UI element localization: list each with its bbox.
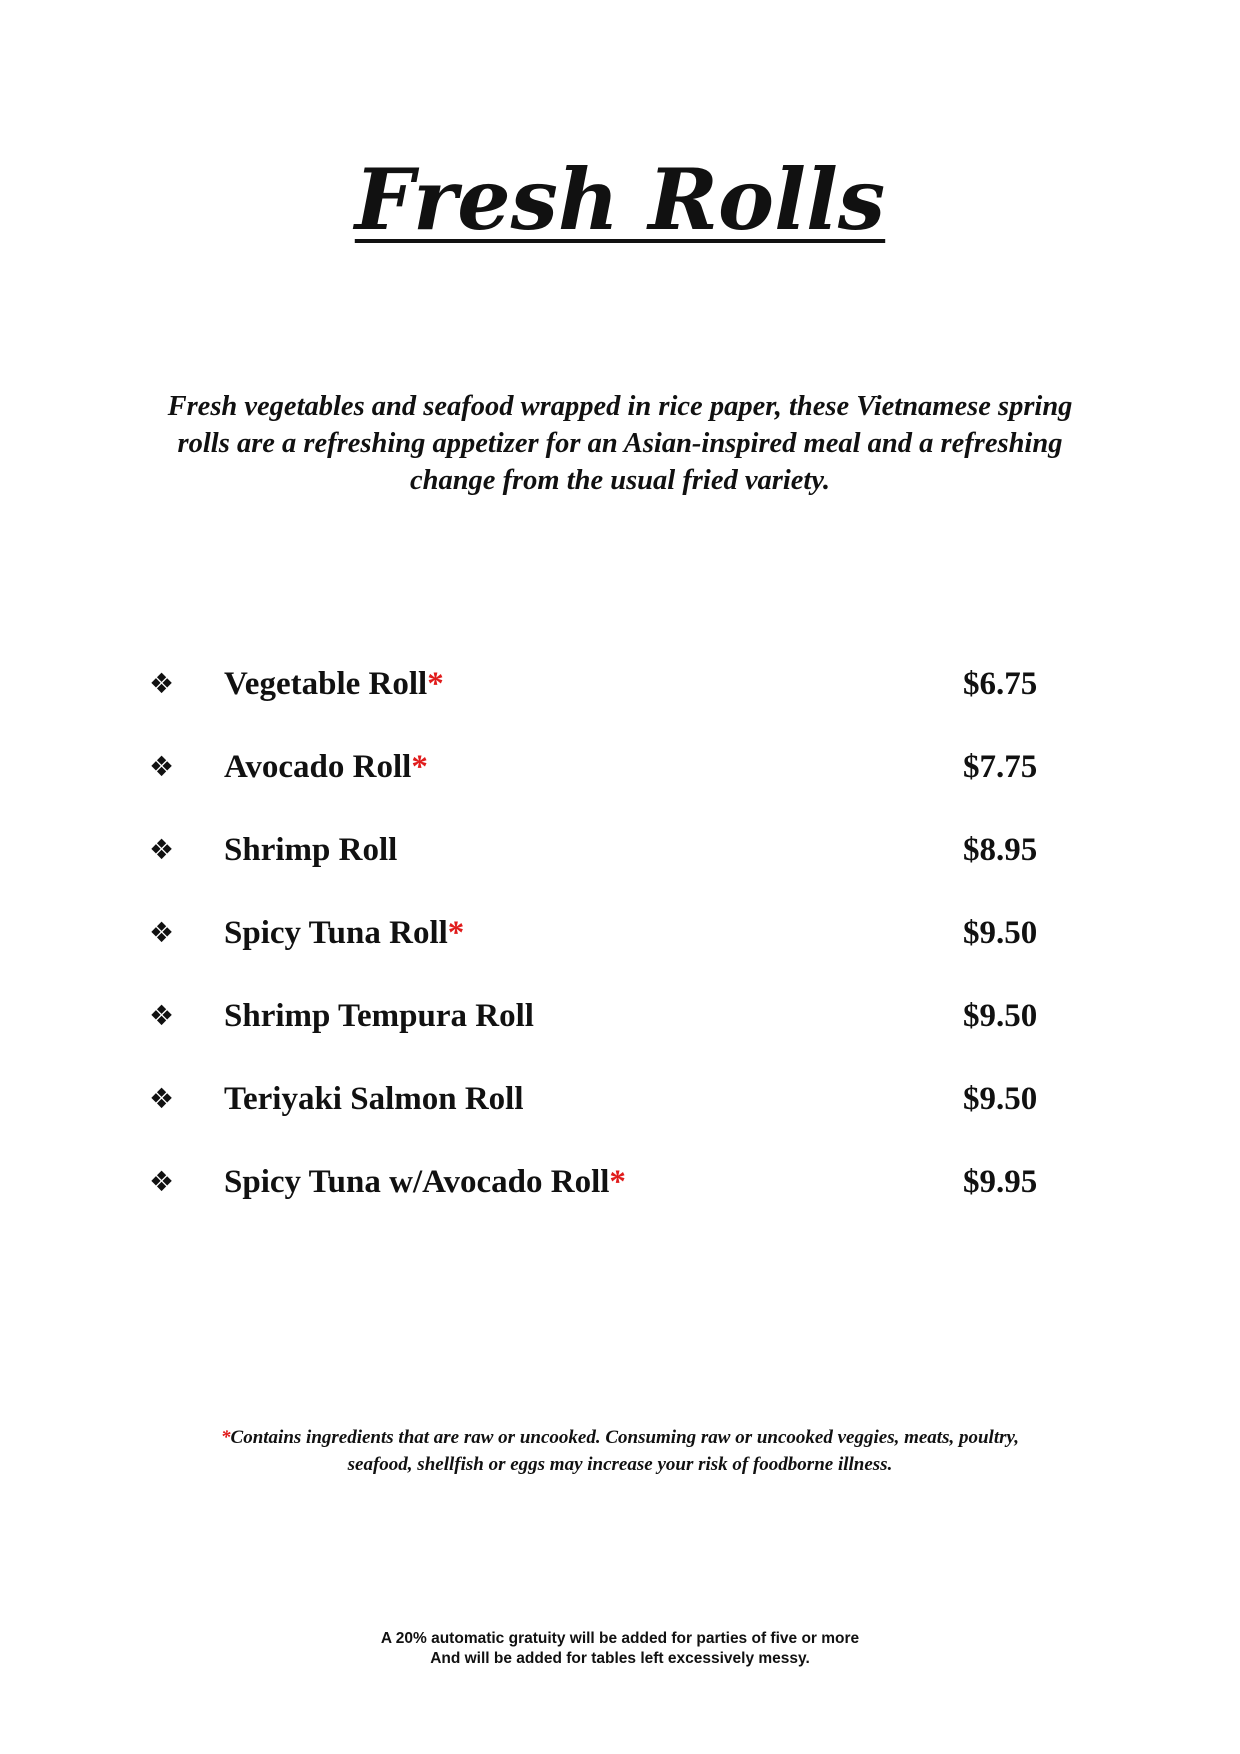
disclaimer-line-1 — [150, 1424, 1090, 1451]
menu-item — [0, 996, 1240, 1079]
menu-item-price: $9.50 — [963, 1081, 1038, 1117]
menu-item-name — [224, 830, 397, 870]
menu-item-name — [224, 1079, 524, 1119]
diamond-bullet-icon: ❖ — [149, 833, 175, 866]
intro-description — [150, 388, 1090, 499]
menu-item — [0, 664, 1240, 747]
menu-list — [0, 664, 1240, 1245]
disclaimer-marker: * — [221, 1427, 231, 1448]
menu-item-name-text: Avocado Roll — [224, 749, 412, 785]
menu-item-name — [224, 913, 464, 953]
menu-item-name-text: Shrimp Roll — [224, 832, 398, 868]
menu-item — [0, 1162, 1240, 1245]
raw-marker: * — [447, 915, 465, 951]
raw-marker: * — [609, 1164, 626, 1200]
menu-item-name-text: Vegetable Roll — [224, 666, 428, 702]
menu-item-price: $9.50 — [963, 998, 1038, 1034]
page-title — [0, 150, 1240, 250]
menu-item-name — [224, 664, 444, 704]
raw-marker: * — [427, 666, 444, 702]
gratuity-notice — [0, 1629, 1240, 1669]
menu-item — [0, 1079, 1240, 1162]
diamond-bullet-icon: ❖ — [149, 667, 175, 700]
menu-item-name — [224, 747, 428, 787]
diamond-bullet-icon: ❖ — [149, 999, 175, 1032]
menu-item-name-text: Spicy Tuna w/Avocado Roll — [224, 1164, 610, 1200]
diamond-bullet-icon: ❖ — [149, 750, 175, 783]
menu-item-price: $7.75 — [963, 749, 1038, 785]
intro-line-3: change from the usual fried variety. — [409, 465, 831, 496]
menu-item — [0, 913, 1240, 996]
disclaimer-line-2: seafood, shellfish or eggs may increase your risk of foodborne illness. — [347, 1454, 893, 1475]
diamond-bullet-icon: ❖ — [149, 1082, 175, 1115]
gratuity-line-2: And will be added for tables left excessively messy. — [430, 1650, 810, 1667]
menu-item-price: $9.95 — [963, 1164, 1038, 1200]
menu-item-price: $9.50 — [963, 915, 1038, 951]
diamond-bullet-icon: ❖ — [149, 916, 175, 949]
gratuity-line-1: A 20% automatic gratuity will be added for parties of five or more — [380, 1630, 860, 1647]
menu-item-name-text: Teriyaki Salmon Roll — [224, 1081, 524, 1117]
menu-item-name — [224, 1162, 626, 1202]
menu-item-name — [224, 996, 534, 1036]
diamond-bullet-icon: ❖ — [149, 1165, 175, 1198]
menu-item-name-text: Shrimp Tempura Roll — [224, 998, 534, 1034]
disclaimer-line-1-text: Contains ingredients that are raw or uncooked. Consuming raw or uncooked veggies, meats, poultry, — [230, 1427, 1019, 1448]
menu-item-name-text: Spicy Tuna Roll — [224, 915, 448, 951]
raw-food-disclaimer — [150, 1424, 1090, 1478]
menu-item — [0, 747, 1240, 830]
menu-item-price: $8.95 — [963, 832, 1038, 868]
intro-line-1: Fresh vegetables and seafood wrapped in rice paper, these Vietnamese spring — [167, 391, 1073, 422]
intro-line-2: rolls are a refreshing appetizer for an Asian-inspired meal and a refreshing — [177, 428, 1063, 459]
raw-marker: * — [411, 749, 428, 785]
menu-item-price: $6.75 — [963, 666, 1038, 702]
menu-item — [0, 830, 1240, 913]
page-title-text: Fresh Rolls — [354, 150, 886, 249]
